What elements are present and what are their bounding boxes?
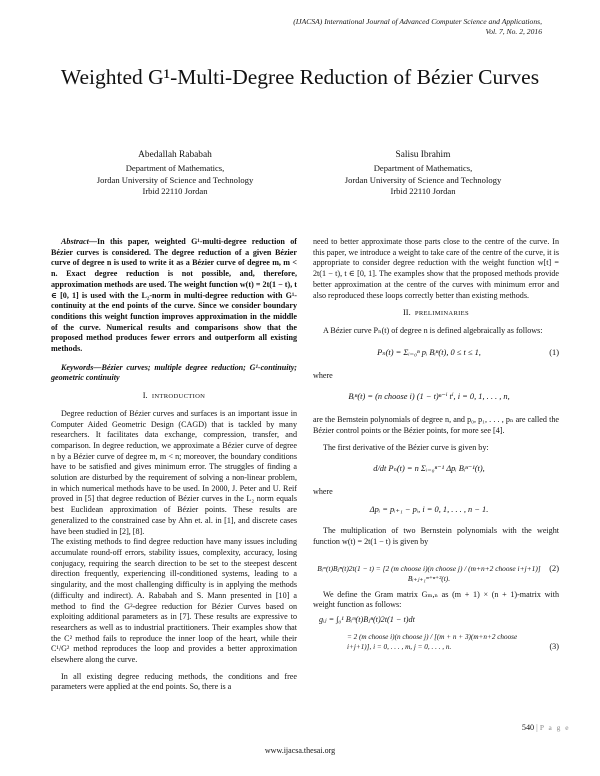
where-label: where — [313, 487, 333, 497]
equation-number: (3) — [549, 642, 559, 652]
author-block-1 — [55, 150, 295, 198]
equation-body: Bᵢⁿ(t) = (n choose i) (1 − t)ⁿ⁻ⁱ tⁱ, i = 0, 1, . . . , n, — [348, 392, 510, 402]
equation-1 — [313, 341, 559, 367]
equation-delta — [313, 502, 559, 520]
author-univ: Jordan University of Science and Technology — [344, 174, 502, 185]
author-name: Abedallah Rababah — [138, 150, 212, 160]
intro-paragraph-1: Degree reduction of Bézier curves and surfaces is an important issue in Computer Aided Geometric Design (CAGD) that is tackled by many researchers. It facilitates data exchange, compression, transfer, and comparison. In degree reduction, we approximate a Bézier curve of degree n by a Bézier curve of degree m, m < n; moreover, the boundary conditions have to be satisfied and gives minimum error. The struggles of finding a solution are disturbed by the requirement of solving a non-linear problem, in which numerical methods have to be used. In 2000, J. Peter and U. Reif proved in [5] that degree reduction of Bézier curves in the L₂ norm equals best Euclidean approximation of Bézier points. These results are generalized to the constrained case by Ahn et. al. in [1], and discrete cases have been studied in [2], [8]. — [51, 408, 297, 536]
equation-body: gᵢⱼ = ∫₀¹ Bᵢᵐ(t)Bⱼⁿ(t)2t(1 − t)dt — [319, 614, 415, 624]
right-column — [313, 237, 559, 653]
author-city: Irbid 22110 Jordan — [390, 186, 456, 197]
journal-name: (IJACSA) International Journal of Advanced Computer Science and Applications, — [293, 17, 542, 26]
author-univ: Jordan University of Science and Technology — [96, 174, 254, 185]
journal-header — [202, 17, 542, 37]
page-number — [522, 723, 570, 732]
equation-2 — [313, 552, 559, 586]
author-block-2 — [303, 150, 543, 198]
bernstein-description: are the Bernstein polynomials of degree n, and p₀, p₁, . . . , pₙ are called the Bézier control points or the Bézier points, for more see [4]. — [313, 415, 559, 436]
footer-url[interactable]: www.ijacsa.thesai.org — [264, 746, 336, 755]
equation-body: Bᵢᵐ(t)Bⱼⁿ(t)2t(1 − t) = [2 (m choose i)(n choose j) / (m+n+2 choose i+j+1)] Bᵢ₊ⱼ₊₁ᵐ⁺ⁿ⁺²(t). — [317, 563, 541, 584]
left-column — [51, 237, 297, 693]
journal-volume: Vol. 7, No. 2, 2016 — [485, 27, 542, 36]
section-heading-preliminaries: II. PRELIMINARIES — [403, 308, 469, 318]
equation-3 — [313, 615, 559, 653]
equation-body: Pₙ(t) = Σᵢ₌₀ⁿ pᵢ Bᵢⁿ(t), 0 ≤ t ≤ 1, — [377, 347, 481, 357]
multiplication-intro: The multiplication of two Bernstein polynomials with the weight function w(t) = 2t(1 − t) is given by — [313, 526, 559, 546]
author-name: Salisu Ibrahim — [395, 150, 451, 160]
equation-bernstein — [313, 385, 559, 411]
intro-paragraph-2: The existing methods to find degree reduction have many issues including accumulate round-off errors, stability issues, complexity, accuracy, losing conjugacy, requiring the search direction to be set to the steepest descent direction frequently, experiencing ill-conditioned systems, leading to a singularity, and the most challenging difficulty is in applying the methods (difficulty and indirect). A. Rababah and S. Mann presented in [10] a method to find the G²-degree reduction for Bézier Curves based on exploiting additional parameters as in [7]. These results are expressive to researchers as well as to industrial practitioners. Their examples show that the C² method fails to reproduce the inner loop of the heart, while their C¹/G² method reproduces the loop and provides a better approximation elsewhere along the curve. — [51, 537, 297, 665]
derivative-intro: The first derivative of the Bézier curve is given by: — [323, 442, 489, 452]
abstract-text: —In this paper, weighted G¹-multi-degree reduction of Bézier curves is considered. The degree reduction of a given Bézier curve of degree n is used to write it as a Bézier curve of degree m, m < n. Exact degree reduction is not possible, and, therefore, approximation methods are used. The weight function w(t) = 2t(1 − t), t ∈ [0, 1] is used with the L₂-norm in multi-degree reduction with G¹-continuity at the end points of the curve. Since we consider boundary conditions this weight function improves approximation in the middle of the curve. Numerical results and comparisons show that the proposed method produces fewer errors and outperform all existing methods. — [51, 237, 297, 354]
where-label: where — [313, 370, 333, 380]
section-heading-intro: I. INTRODUCTION — [142, 391, 206, 401]
equation-body: d/dt Pₙ(t) = n Σᵢ₌₀ⁿ⁻¹ Δpᵢ Bᵢⁿ⁻¹(t), — [373, 464, 485, 474]
abstract — [51, 237, 297, 355]
author-dept: Department of Mathematics, — [373, 162, 473, 173]
equation-number: (2) — [549, 563, 559, 573]
page-number-value: 540 — [521, 723, 535, 732]
intro-paragraph-continued: need to better approximate those parts close to the centre of the curve. In this paper, we introduce a weight to take care of the centre of the curve, it is appropriate to consider degree reduction with the weight function w[t] = 2t(1 − t), t ∈ [0, 1]. The examples show that the proposed methods provide better approximation at the centre of the curves with minimum error and also reproduced these loops correctly better than existing methods. — [313, 237, 559, 300]
author-dept: Department of Mathematics, — [125, 162, 225, 173]
page-separator: | — [536, 723, 538, 732]
keywords: Keywords—Bézier curves; multiple degree reduction; G¹-continuity; geometric continuity — [51, 362, 297, 383]
bezier-definition: A Bézier curve Pₙ(t) of degree n is defined algebraically as follows: — [323, 325, 543, 335]
gram-matrix-intro: We define the Gram matrix Gₘ,ₙ as (m + 1) × (n + 1)-matrix with weight function as follows: — [313, 589, 559, 610]
author-city: Irbid 22110 Jordan — [142, 186, 208, 197]
paper-title: Weighted G¹-Multi-Degree Reduction of Bézier Curves — [60, 65, 540, 89]
equation-number: (1) — [549, 347, 559, 357]
equation-body-continued: = 2 (m choose i)(n choose j) / [(m + n + 3)(m+n+2 choose i+j+1)], i = 0, . . . , m, j = 0, . . . , n. — [347, 632, 518, 652]
equation-derivative — [313, 457, 559, 483]
abstract-label: Abstract — [61, 237, 89, 246]
intro-paragraph-3: In all existing degree reducing methods, the conditions and free parameters were applied at the end points. So, there is a — [51, 671, 297, 692]
equation-body: Δpᵢ = pᵢ₊₁ − pᵢ, i = 0, 1, . . . , n − 1. — [369, 505, 489, 515]
page-label: P a g e — [539, 723, 570, 732]
